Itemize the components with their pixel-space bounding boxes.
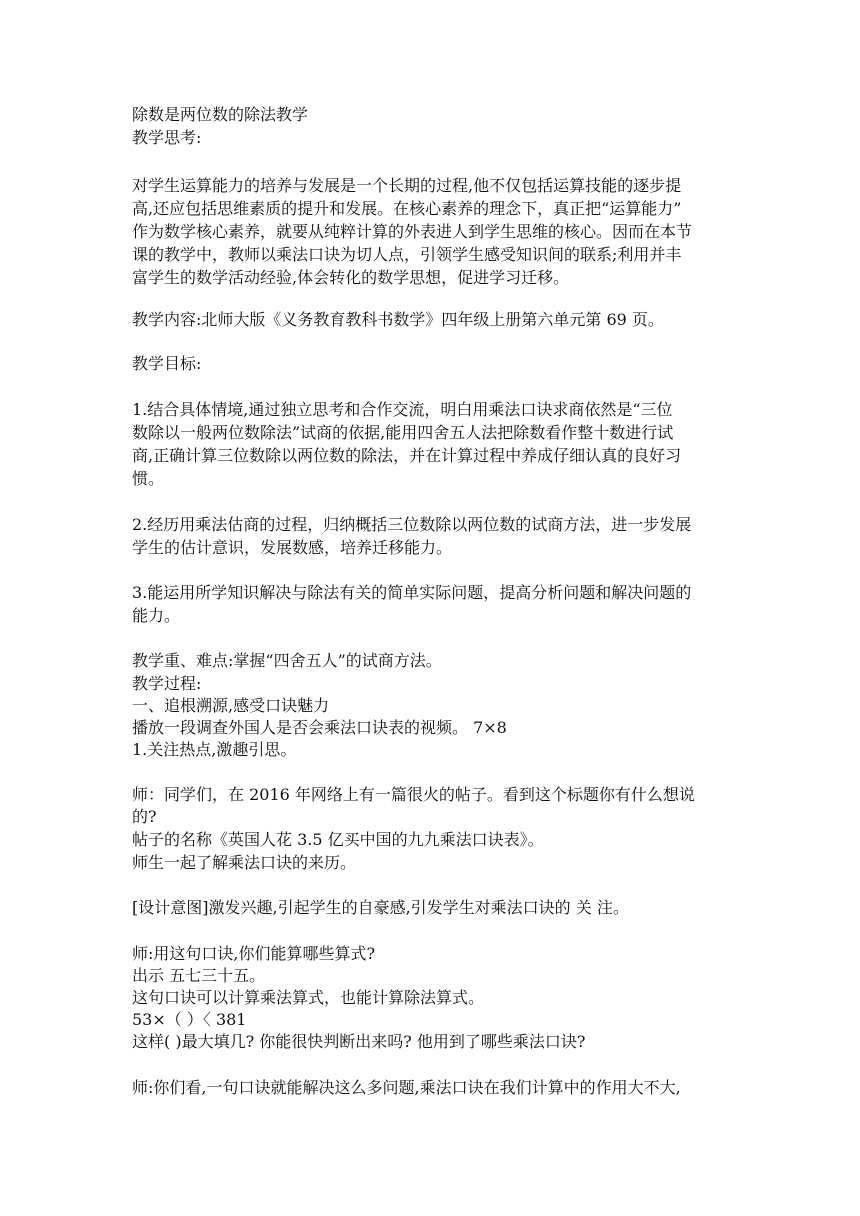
video-line: 播放一段调查外国人是否会乘法口诀表的视频。 7×8 xyxy=(132,718,507,737)
calc-line: 这句口诀可以计算乘法算式，也能计算除法算式。 xyxy=(132,988,485,1007)
goal-1-line: 1.结合具体情境,通过独立思考和合作交流，明白用乘法口诀求商依然是“三位 xyxy=(132,400,673,419)
thinking-line: 作为数学核心素养，就要从纯粹计算的外表进人到学生思维的核心。因而在本节 xyxy=(132,222,693,241)
document-title: 除数是两位数的除法教学 xyxy=(132,105,309,124)
thinking-line: 对学生运算能力的培养与发展是一个长期的过程,他不仅包括运算技能的逐步提 xyxy=(132,176,682,195)
expression-line: 53×（ ）〈 381 xyxy=(132,1010,247,1029)
step-1: 1.关注热点,激趣引思。 xyxy=(132,740,297,759)
goals-label: 教学目标: xyxy=(132,354,202,373)
history-line: 师生一起了解乘法口诀的来历。 xyxy=(132,853,357,872)
thinking-line: 课的教学中，教师以乘法口诀为切人点，引领学生感受知识间的联系;利用并丰 xyxy=(132,245,682,264)
thinking-line: 高,还应包括思维素质的提升和发展。在核心素养的理念下，真正把“运算能力” xyxy=(132,199,682,218)
goal-2-line: 2.经历用乘法估商的过程，归纳概括三位数除以两位数的试商方法，进一步发展 xyxy=(132,515,692,534)
goal-1-line: 数除以一般两位数除法”试商的依据,能用四舍五人法把除数看作整十数进行试 xyxy=(132,423,674,442)
teacher-line-2: 师:用这句口诀,你们能算哪些算式? xyxy=(132,944,376,963)
process-label: 教学过程: xyxy=(132,674,202,693)
post-name: 帖子的名称《英国人花 3.5 亿买中国的九九乘法口诀表》。 xyxy=(132,830,544,849)
teacher-line-1: 师：同学们，在 2016 年网络上有一篇很火的帖子。看到这个标题你有什么想说 xyxy=(132,785,695,804)
design-intent: [设计意图]激发兴趣,引起学生的自豪感,引发学生对乘法口诀的 关 注。 xyxy=(132,898,629,917)
goal-1-line: 商,正确计算三位数除以两位数的除法，并在计算过程中养成仔细认真的良好习 xyxy=(132,446,682,465)
key-point: 教学重、难点:掌握“四舍五人”的试商方法。 xyxy=(132,651,442,670)
teacher-line-3: 师:你们看,一句口诀就能解决这么多问题,乘法口诀在我们计算中的作用大不大, xyxy=(132,1078,681,1097)
goal-1-line: 惯。 xyxy=(132,469,165,488)
question-line: 这样( )最大填几? 你能很快判断出来吗? 他用到了哪些乘法口诀? xyxy=(132,1032,586,1051)
thinking-label: 教学思考: xyxy=(132,128,202,147)
thinking-line: 富学生的数学活动经验,体会转化的数学思想，促进学习迁移。 xyxy=(132,268,570,287)
goal-3-line: 3.能运用所学知识解决与除法有关的简单实际问题，提高分析问题和解决问题的 xyxy=(132,583,692,602)
teaching-content: 教学内容:北师大版《义务教育教科书数学》四年级上册第六单元第 69 页。 xyxy=(132,310,664,329)
show-line: 出示 五七三十五。 xyxy=(132,966,266,985)
teacher-line-1: 的? xyxy=(132,807,157,826)
goal-3-line: 能力。 xyxy=(132,606,181,625)
section-1-heading: 一、追根溯源,感受口诀魅力 xyxy=(132,696,330,715)
goal-2-line: 学生的估计意识，发展数感，培养迁移能力。 xyxy=(132,538,453,557)
